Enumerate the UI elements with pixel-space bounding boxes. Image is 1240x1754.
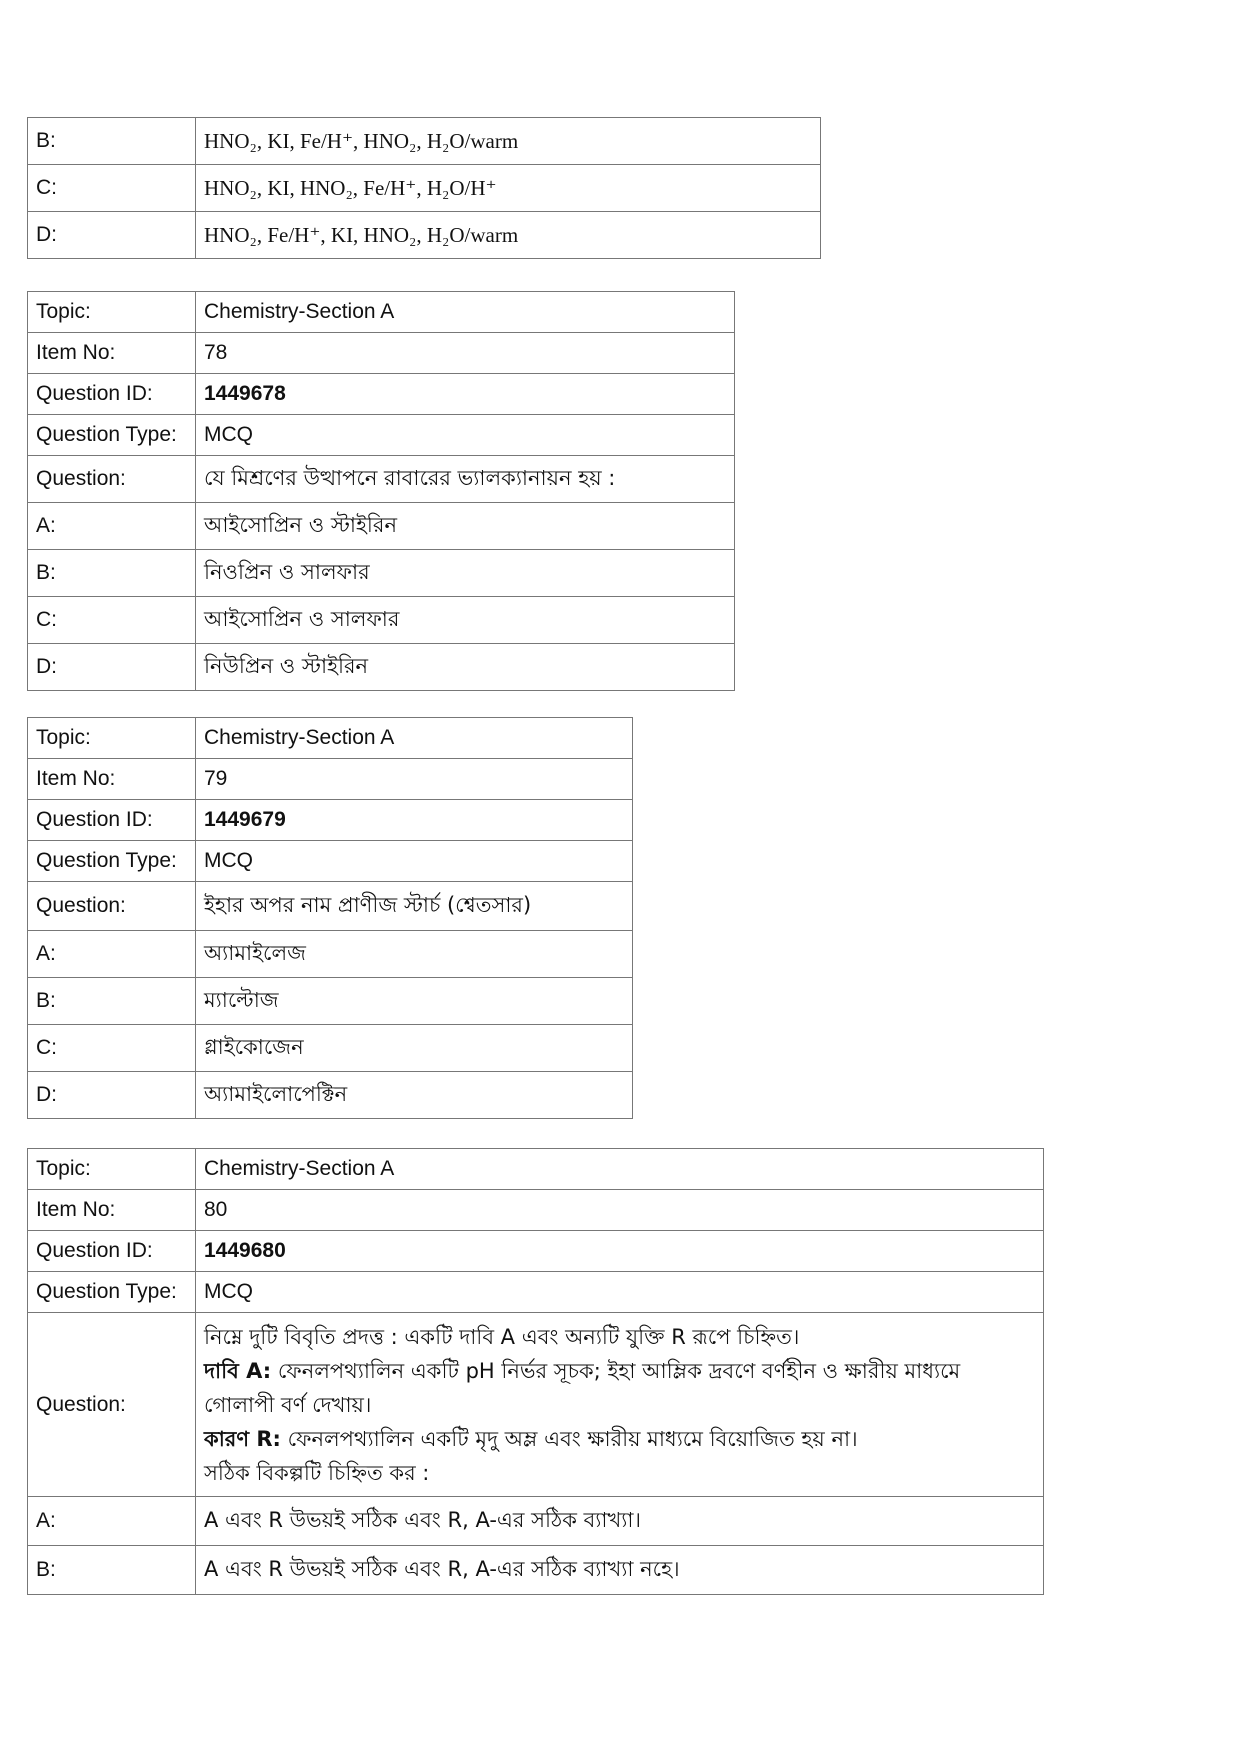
option-row-b — [28, 118, 821, 165]
question-row — [28, 456, 735, 503]
field-label: Item No: — [28, 1190, 196, 1231]
topic-value: Chemistry-Section A — [196, 1149, 1044, 1190]
field-label: Question: — [28, 456, 196, 503]
question-row — [28, 882, 633, 931]
question-table-80 — [27, 1148, 1044, 1595]
field-label: Question ID: — [28, 1231, 196, 1272]
option-text: নিওপ্রিন ও সালফার — [196, 550, 735, 597]
item-number: 78 — [196, 333, 735, 374]
qtype-row — [28, 415, 735, 456]
option-row-c — [28, 597, 735, 644]
option-label: B: — [28, 1546, 196, 1595]
topic-row — [28, 718, 633, 759]
option-text: HNO₂, KI, Fe/H⁺, HNO₂, H₂O/warm — [196, 118, 821, 165]
field-label: Question Type: — [28, 841, 196, 882]
question-table-79 — [27, 717, 633, 1119]
reason-text: ফেনলপথ্যালিন একটি মৃদু অম্ল এবং ক্ষারীয় মাধ্যমে বিয়োজিত হয় না। — [280, 1426, 858, 1451]
option-row-a — [28, 1497, 1044, 1546]
field-label: Topic: — [28, 718, 196, 759]
option-row-d — [28, 1072, 633, 1119]
item-number: 79 — [196, 759, 633, 800]
option-label: D: — [28, 1072, 196, 1119]
option-label: C: — [28, 165, 196, 212]
field-label: Question: — [28, 1313, 196, 1497]
field-label: Topic: — [28, 1149, 196, 1190]
reason-label: কারণ R: — [204, 1426, 281, 1451]
option-text: আইসোপ্রিন ও সালফার — [196, 597, 735, 644]
option-label: B: — [28, 978, 196, 1025]
qid-row — [28, 374, 735, 415]
question-intro: নিম্নে দুটি বিবৃতি প্রদত্ত : একটি দাবি A এবং অন্যটি যুক্তি R রূপে চিহ্নিত। — [204, 1324, 800, 1349]
qid-row — [28, 800, 633, 841]
question-id: 1449679 — [196, 800, 633, 841]
question-id: 1449678 — [196, 374, 735, 415]
option-row-a — [28, 503, 735, 550]
option-text: HNO₂, KI, HNO₂, Fe/H⁺, H₂O/H⁺ — [196, 165, 821, 212]
field-label: Question Type: — [28, 415, 196, 456]
qid-row — [28, 1231, 1044, 1272]
question-id: 1449680 — [196, 1231, 1044, 1272]
question-text: ইহার অপর নাম প্রাণীজ স্টার্চ (শ্বেতসার) — [196, 882, 633, 931]
field-label: Question: — [28, 882, 196, 931]
item-row — [28, 759, 633, 800]
option-text: আইসোপ্রিন ও স্টাইরিন — [196, 503, 735, 550]
option-text: অ্যামাইলোপেক্টিন — [196, 1072, 633, 1119]
option-text: A এবং R উভয়ই সঠিক এবং R, A-এর সঠিক ব্যাখ্যা নহে। — [196, 1546, 1044, 1595]
assertion-statement — [204, 1354, 1035, 1422]
field-label: Topic: — [28, 292, 196, 333]
options-table-continued — [27, 117, 821, 259]
question-row — [28, 1313, 1044, 1497]
assertion-text: ফেনলপথ্যালিন একটি pH নির্ভর সূচক; ইহা আম্লিক দ্রবণে বর্ণহীন ও ক্ষারীয় মাধ্যমে গোলাপী বর্ণ দেখায়। — [204, 1358, 961, 1417]
question-type: MCQ — [196, 841, 633, 882]
option-label: D: — [28, 644, 196, 691]
option-label: A: — [28, 931, 196, 978]
topic-value: Chemistry-Section A — [196, 718, 633, 759]
option-text: ম্যাল্টোজ — [196, 978, 633, 1025]
question-table-78 — [27, 291, 735, 691]
field-label: Question Type: — [28, 1272, 196, 1313]
question-text — [196, 1313, 1044, 1497]
question-type: MCQ — [196, 1272, 1044, 1313]
item-row — [28, 333, 735, 374]
qtype-row — [28, 841, 633, 882]
item-row — [28, 1190, 1044, 1231]
option-row-d — [28, 644, 735, 691]
field-label: Question ID: — [28, 800, 196, 841]
option-text: A এবং R উভয়ই সঠিক এবং R, A-এর সঠিক ব্যাখ্যা। — [196, 1497, 1044, 1546]
reason-statement — [204, 1422, 1035, 1456]
question-instruction: সঠিক বিকল্পটি চিহ্নিত কর : — [204, 1460, 430, 1485]
option-label: C: — [28, 597, 196, 644]
option-row-d — [28, 212, 821, 259]
option-row-a — [28, 931, 633, 978]
option-text: অ্যামাইলেজ — [196, 931, 633, 978]
assertion-label: দাবি A: — [204, 1358, 272, 1383]
option-text: HNO₂, Fe/H⁺, KI, HNO₂, H₂O/warm — [196, 212, 821, 259]
field-label: Item No: — [28, 333, 196, 374]
option-row-b — [28, 978, 633, 1025]
option-label: C: — [28, 1025, 196, 1072]
option-label: D: — [28, 212, 196, 259]
topic-row — [28, 1149, 1044, 1190]
option-row-b — [28, 550, 735, 597]
option-text: নিউপ্রিন ও স্টাইরিন — [196, 644, 735, 691]
option-label: A: — [28, 503, 196, 550]
item-number: 80 — [196, 1190, 1044, 1231]
field-label: Question ID: — [28, 374, 196, 415]
option-row-c — [28, 1025, 633, 1072]
option-label: A: — [28, 1497, 196, 1546]
question-type: MCQ — [196, 415, 735, 456]
option-row-b — [28, 1546, 1044, 1595]
option-label: B: — [28, 550, 196, 597]
field-label: Item No: — [28, 759, 196, 800]
option-text: গ্লাইকোজেন — [196, 1025, 633, 1072]
topic-row — [28, 292, 735, 333]
question-text: যে মিশ্রণের উত্থাপনে রাবারের ভ্যালক্যানায়ন হয় : — [196, 456, 735, 503]
option-label: B: — [28, 118, 196, 165]
topic-value: Chemistry-Section A — [196, 292, 735, 333]
option-row-c — [28, 165, 821, 212]
qtype-row — [28, 1272, 1044, 1313]
